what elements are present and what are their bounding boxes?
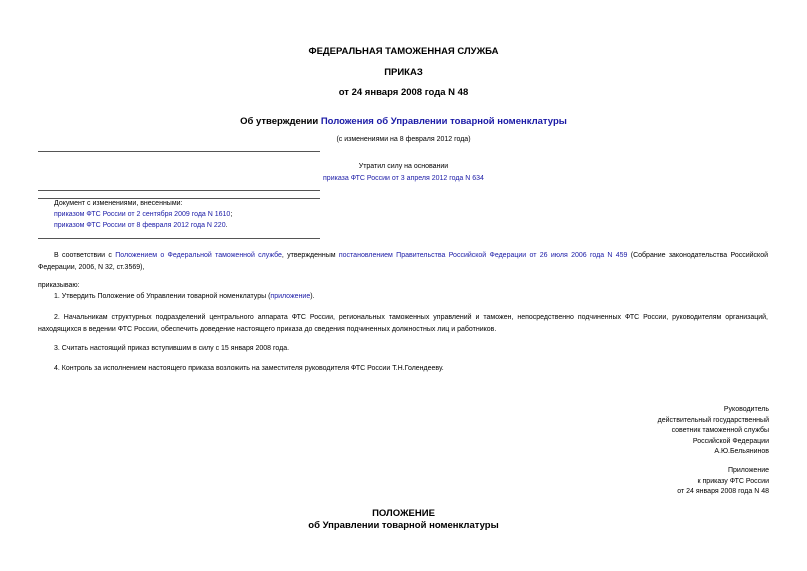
item-1: [54, 293, 315, 300]
doc-date-number: от 24 января 2008 года N 48: [338, 87, 469, 98]
agency-title: ФЕДЕРАЛЬНАЯ ТАМОЖЕННАЯ СЛУЖБА: [308, 46, 499, 57]
item-3: 3. Считать настоящий приказ вступившим в силу с 15 января 2008 года.: [54, 345, 290, 352]
item-1-end: ).: [310, 293, 315, 300]
amendment-link-2[interactable]: приказом ФТС России от 8 февраля 2012 года N 220: [54, 222, 226, 229]
preamble-link-1[interactable]: Положением о Федеральной таможенной службе: [115, 252, 282, 259]
item-4: 4. Контроль за исполнением настоящего приказа возложить на заместителя руководителя ФТС России Т.Н.Голендееву.: [54, 365, 444, 372]
preamble-link-2[interactable]: постановлением Правительства Российской Федерации от 26 июля 2006 года N 459: [338, 252, 628, 259]
signature-line: А.Ю.Бельянинов: [714, 448, 769, 455]
preamble-text: В соответствии с: [54, 252, 116, 259]
amendment-link-1[interactable]: приказом ФТС России от 2 сентября 2009 года N 1610: [54, 211, 231, 218]
signature-line: Российской Федерации: [692, 437, 769, 445]
appendix-block: [677, 466, 769, 498]
order-word: приказываю:: [38, 282, 80, 289]
divider: [38, 238, 320, 239]
signature-line: Руководитель: [723, 406, 769, 413]
divider: [38, 198, 320, 199]
void-notice-text: Утратил силу на основании: [358, 163, 449, 170]
amendment-suffix: .: [225, 222, 228, 229]
doc-type: ПРИКАЗ: [384, 67, 423, 78]
doc-title: [0, 116, 807, 127]
appendix-line: Приложение: [727, 467, 769, 474]
appendix-line: от 24 января 2008 года N 48: [677, 488, 769, 495]
amendment-item: [54, 222, 228, 229]
signature-line: советник таможенной службы: [671, 427, 769, 434]
void-notice-link: [0, 175, 807, 182]
amendment-suffix: ;: [230, 211, 233, 218]
signature-line: действительный государственный: [657, 416, 769, 424]
regulation-subtitle: об Управлении товарной номенклатуры: [308, 520, 499, 531]
void-link[interactable]: приказа ФТС России от 3 апреля 2012 года N 634: [323, 175, 484, 182]
title-link[interactable]: Положения об Управлении товарной номенклатуры: [320, 116, 567, 127]
regulation-title: ПОЛОЖЕНИЕ: [372, 508, 435, 519]
preamble-text: , утвержденным: [281, 252, 339, 259]
amendment-item: [54, 211, 232, 218]
amendments-intro: Документ с изменениями, внесенными:: [54, 200, 183, 207]
appendix-line: к приказу ФТС России: [697, 477, 769, 485]
signature-block: [658, 405, 769, 458]
divider: [38, 190, 320, 191]
title-prefix: Об утверждении: [240, 116, 319, 127]
appendix-link[interactable]: приложение: [270, 293, 311, 300]
preamble: [38, 250, 768, 274]
preamble-text: (Собрание законодательства Российской Федерации, 2006, N 32, ст.3569),: [38, 252, 768, 271]
divider: [38, 151, 320, 152]
item-1-text: 1. Утвердить Положение об Управлении товарной номенклатуры (: [54, 293, 271, 300]
edition-note: (с изменениями на 8 февраля 2012 года): [336, 136, 471, 143]
item-2: 2. Начальникам структурных подразделений центрального аппарата ФТС России, региональных таможенных управлений и таможен, непосредственно подчиненных ФТС России, руководителям организаций, находящихся в ведении ФТС России, обеспечить доведение настоящего приказа до сведения подчиненных должностных лиц и работников.: [38, 314, 768, 333]
